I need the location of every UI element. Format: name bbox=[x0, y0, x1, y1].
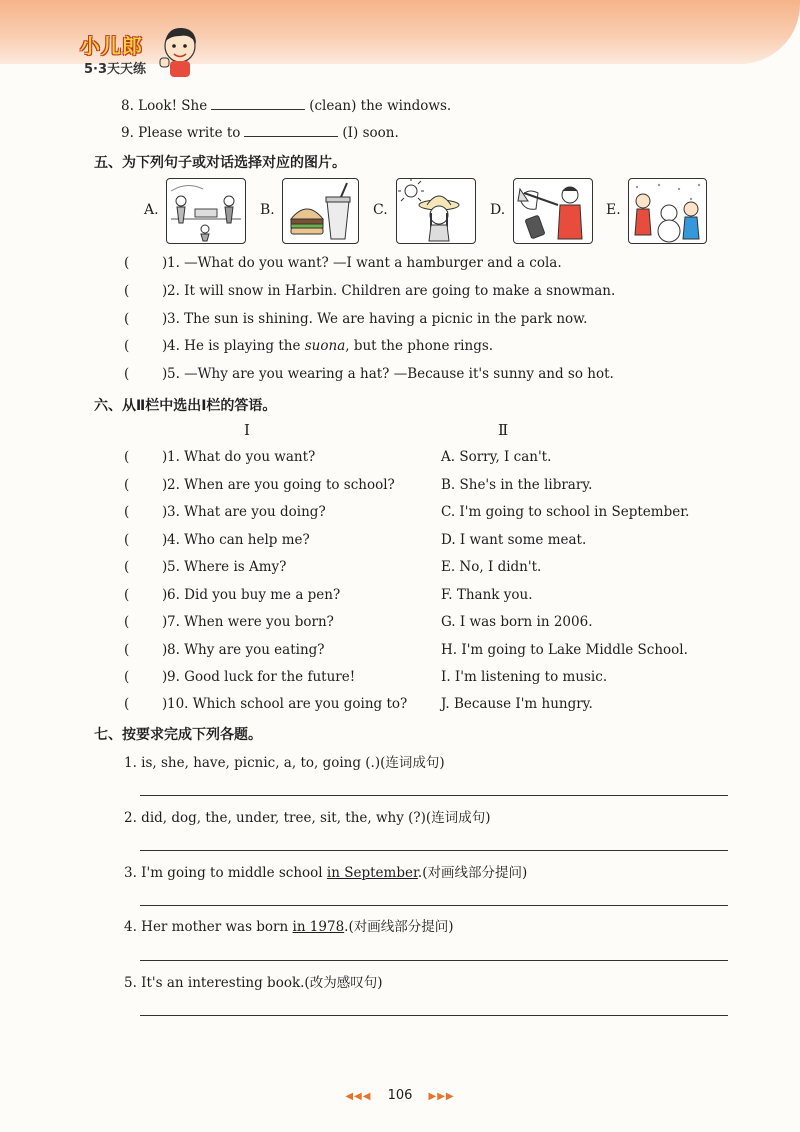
match-answer-f: F. Thank you. bbox=[441, 587, 533, 603]
answer-paren-left: ( bbox=[124, 283, 130, 299]
section-5-title: 五、为下列句子或对话选择对应的图片。 bbox=[94, 155, 346, 171]
match-answer-b: B. She's in the library. bbox=[441, 477, 593, 493]
picture-label-d: D. bbox=[490, 202, 506, 218]
picture-sentence-3: 3. The sun is shining. We are having a picnic in the park now. bbox=[167, 311, 588, 327]
suona-phone-icon bbox=[514, 179, 592, 243]
page-number: 106 bbox=[387, 1088, 413, 1103]
match-question-5: 5. Where is Amy? bbox=[167, 559, 287, 575]
page-footer bbox=[0, 1088, 800, 1103]
answer-paren-right: ) bbox=[162, 642, 168, 658]
match-answer-e: E. No, I didn't. bbox=[441, 559, 542, 575]
suona-phone-picture bbox=[513, 178, 593, 244]
answer-paren-right: ) bbox=[162, 504, 168, 520]
picnic-picture bbox=[166, 178, 246, 244]
answer-paren-left: ( bbox=[124, 449, 130, 465]
answer-paren-left: ( bbox=[124, 255, 130, 271]
answer-paren-right: ) bbox=[162, 477, 168, 493]
match-question-7: 7. When were you born? bbox=[167, 614, 334, 630]
task-2-prompt: 2. did, dog, the, under, tree, sit, the, why (?)(连词成句) bbox=[124, 810, 491, 826]
answer-paren-left: ( bbox=[124, 532, 130, 548]
exercise-item-8: 8. Look! She (clean) the windows. bbox=[121, 98, 452, 114]
answer-paren-left: ( bbox=[124, 477, 130, 493]
answer-paren-left: ( bbox=[124, 696, 130, 712]
sunny-hat-girl-icon bbox=[397, 179, 475, 243]
answer-line[interactable] bbox=[140, 850, 728, 851]
answer-paren-right: ) bbox=[162, 311, 168, 327]
answer-paren-right: ) bbox=[162, 283, 168, 299]
match-answer-j: J. Because I'm hungry. bbox=[441, 696, 593, 712]
snowman-icon bbox=[629, 179, 706, 243]
match-answer-g: G. I was born in 2006. bbox=[441, 614, 593, 630]
logo-title: 小儿郎 bbox=[80, 34, 143, 58]
match-question-8: 8. Why are you eating? bbox=[167, 642, 325, 658]
hamburger-cola-icon bbox=[283, 179, 358, 243]
answer-paren-right: ) bbox=[162, 614, 168, 630]
match-question-3: 3. What are you doing? bbox=[167, 504, 326, 520]
exercise-item-9: 9. Please write to (I) soon. bbox=[121, 125, 399, 141]
answer-paren-right: ) bbox=[162, 669, 168, 685]
match-answer-d: D. I want some meat. bbox=[441, 532, 587, 548]
picture-label-c: C. bbox=[373, 202, 388, 218]
picnic-icon bbox=[167, 179, 245, 243]
picture-label-a: A. bbox=[144, 202, 159, 218]
answer-paren-left: ( bbox=[124, 504, 130, 520]
answer-blank[interactable] bbox=[244, 124, 338, 137]
match-question-10: 10. Which school are you going to? bbox=[167, 696, 408, 712]
match-question-6: 6. Did you buy me a pen? bbox=[167, 587, 341, 603]
answer-paren-left: ( bbox=[124, 642, 130, 658]
logo-subtitle: 5·3天天练 bbox=[84, 62, 147, 77]
match-answer-i: I. I'm listening to music. bbox=[441, 669, 608, 685]
answer-line[interactable] bbox=[140, 905, 728, 906]
answer-paren-left: ( bbox=[124, 338, 130, 354]
picture-sentence-5: 5. —Why are you wearing a hat? —Because it's sunny and so hot. bbox=[167, 366, 614, 382]
snowman-picture bbox=[628, 178, 707, 244]
mascot-boy-icon bbox=[158, 24, 202, 80]
match-question-9: 9. Good luck for the future! bbox=[167, 669, 356, 685]
task-5-prompt: 5. It's an interesting book.(改为感叹句) bbox=[124, 975, 383, 991]
column-1-header: I bbox=[244, 421, 250, 439]
hamburger-cola-picture bbox=[282, 178, 359, 244]
match-answer-h: H. I'm going to Lake Middle School. bbox=[441, 642, 688, 658]
section-6-title: 六、从Ⅱ栏中选出Ⅰ栏的答语。 bbox=[94, 398, 277, 414]
answer-paren-right: ) bbox=[162, 366, 168, 382]
section-7-title: 七、按要求完成下列各题。 bbox=[94, 727, 262, 743]
answer-paren-right: ) bbox=[162, 532, 168, 548]
answer-paren-left: ( bbox=[124, 559, 130, 575]
answer-paren-left: ( bbox=[124, 669, 130, 685]
answer-paren-left: ( bbox=[124, 311, 130, 327]
prev-arrows-icon: ◀◀◀ bbox=[345, 1091, 372, 1102]
answer-line[interactable] bbox=[140, 795, 728, 796]
match-answer-c: C. I'm going to school in September. bbox=[441, 504, 690, 520]
picture-sentence-1: 1. —What do you want? —I want a hamburger and a cola. bbox=[167, 255, 562, 271]
answer-paren-right: ) bbox=[162, 559, 168, 575]
answer-line[interactable] bbox=[140, 960, 728, 961]
next-arrows-icon: ▶▶▶ bbox=[428, 1091, 455, 1102]
answer-paren-right: ) bbox=[162, 449, 168, 465]
answer-blank[interactable] bbox=[211, 97, 305, 110]
task-1-prompt: 1. is, she, have, picnic, a, to, going (.)(连词成句) bbox=[124, 755, 445, 771]
answer-paren-right: ) bbox=[162, 338, 168, 354]
task-4-prompt: 4. Her mother was born in 1978.(对画线部分提问) bbox=[124, 919, 454, 935]
answer-paren-right: ) bbox=[162, 255, 168, 271]
answer-paren-left: ( bbox=[124, 366, 130, 382]
picture-sentence-2: 2. It will snow in Harbin. Children are going to make a snowman. bbox=[167, 283, 616, 299]
task-3-prompt: 3. I'm going to middle school in September.(对画线部分提问) bbox=[124, 865, 528, 881]
match-question-4: 4. Who can help me? bbox=[167, 532, 310, 548]
answer-paren-left: ( bbox=[124, 614, 130, 630]
sunny-hat-girl-picture bbox=[396, 178, 476, 244]
answer-line[interactable] bbox=[140, 1015, 728, 1016]
match-answer-a: A. Sorry, I can't. bbox=[441, 449, 552, 465]
picture-label-e: E. bbox=[606, 202, 621, 218]
answer-paren-left: ( bbox=[124, 587, 130, 603]
picture-sentence-4: 4. He is playing the suona, but the phone rings. bbox=[167, 338, 494, 354]
answer-paren-right: ) bbox=[162, 587, 168, 603]
column-2-header: Ⅱ bbox=[498, 421, 509, 439]
picture-label-b: B. bbox=[260, 202, 275, 218]
answer-paren-right: ) bbox=[162, 696, 168, 712]
match-question-1: 1. What do you want? bbox=[167, 449, 316, 465]
match-question-2: 2. When are you going to school? bbox=[167, 477, 395, 493]
